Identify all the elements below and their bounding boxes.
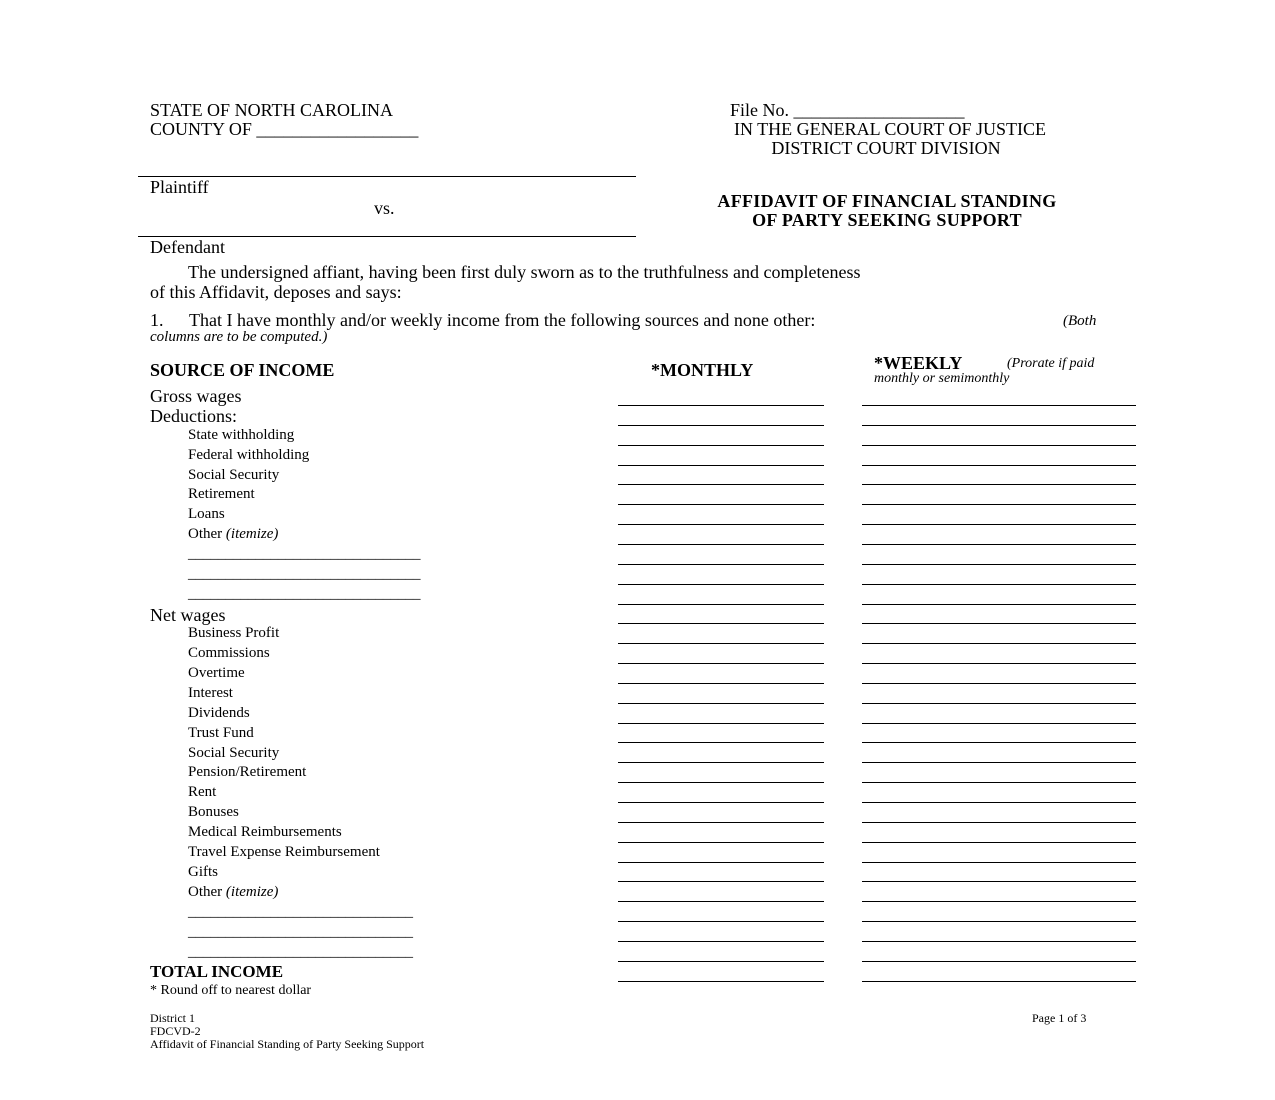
weekly-amount-line[interactable] [862, 901, 1136, 902]
other-income-label [188, 883, 278, 901]
other-deduction-label [188, 525, 278, 543]
monthly-amount-line[interactable] [618, 822, 824, 823]
weekly-amount-line[interactable] [862, 782, 1136, 783]
other-deduction-text: Other [188, 526, 223, 542]
dividends-label: Dividends [188, 705, 250, 721]
monthly-amount-line[interactable] [618, 961, 824, 962]
state-name: STATE OF NORTH CAROLINA [150, 100, 393, 120]
interest-label: Interest [188, 685, 233, 701]
weekly-amount-line[interactable] [862, 921, 1136, 922]
item1-note-a: (Both [1063, 313, 1097, 329]
weekly-amount-line[interactable] [862, 881, 1136, 882]
monthly-amount-line[interactable] [618, 425, 824, 426]
weekly-amount-line[interactable] [862, 564, 1136, 565]
monthly-amount-line[interactable] [618, 921, 824, 922]
monthly-amount-line[interactable] [618, 524, 824, 525]
gross-wages-label: Gross wages [150, 386, 242, 406]
monthly-amount-line[interactable] [618, 782, 824, 783]
monthly-amount-line[interactable] [618, 703, 824, 704]
monthly-amount-line[interactable] [618, 643, 824, 644]
monthly-amount-line[interactable] [618, 981, 824, 982]
source-of-income-header: SOURCE OF INCOME [150, 360, 335, 380]
weekly-amount-line[interactable] [862, 663, 1136, 664]
weekly-amount-line[interactable] [862, 703, 1136, 704]
weekly-note-a: (Prorate if paid [1007, 356, 1095, 371]
weekly-amount-line[interactable] [862, 504, 1136, 505]
footer-form-title: Affidavit of Financial Standing of Party Seeking Support [150, 1037, 425, 1051]
medical-reimbursements-label: Medical Reimbursements [188, 824, 342, 840]
monthly-amount-line[interactable] [618, 901, 824, 902]
deduction-itemize-blank-1[interactable]: _______________________________ [188, 546, 421, 562]
monthly-amount-line[interactable] [618, 405, 824, 406]
footer-page-number: Page 1 of 3 [1032, 1011, 1087, 1025]
court-name: IN THE GENERAL COURT OF JUSTICE [733, 119, 1047, 139]
weekly-amount-line[interactable] [862, 465, 1136, 466]
retirement-label: Retirement [188, 486, 255, 502]
gifts-label: Gifts [188, 864, 218, 880]
monthly-amount-line[interactable] [618, 623, 824, 624]
court-division: DISTRICT COURT DIVISION [771, 138, 1001, 158]
bonuses-label: Bonuses [188, 804, 239, 820]
weekly-amount-line[interactable] [862, 862, 1136, 863]
weekly-amount-line[interactable] [862, 941, 1136, 942]
commissions-label: Commissions [188, 645, 270, 661]
monthly-amount-line[interactable] [618, 842, 824, 843]
monthly-amount-line[interactable] [618, 445, 824, 446]
state-withholding-label: State withholding [188, 427, 295, 443]
defendant-label: Defendant [150, 237, 225, 257]
deductions-label: Deductions: [150, 406, 237, 426]
item1-text: That I have monthly and/or weekly income from the following sources and none other: [189, 310, 816, 330]
other-deduction-itemize: (itemize) [225, 526, 279, 542]
other-income-itemize: (itemize) [225, 884, 279, 900]
weekly-amount-line[interactable] [862, 683, 1136, 684]
versus-label: vs. [374, 198, 395, 218]
net-wages-label: Net wages [150, 605, 226, 625]
footer-form-code: FDCVD-2 [150, 1024, 201, 1038]
plaintiff-line [138, 176, 636, 177]
rent-label: Rent [188, 784, 217, 800]
item1-number: 1. [150, 310, 164, 330]
round-off-note: * Round off to nearest dollar [150, 983, 312, 998]
monthly-amount-line[interactable] [618, 584, 824, 585]
monthly-amount-line[interactable] [618, 742, 824, 743]
monthly-amount-line[interactable] [618, 862, 824, 863]
pension-label: Pension/Retirement [188, 764, 307, 780]
monthly-amount-line[interactable] [618, 762, 824, 763]
travel-reimbursement-label: Travel Expense Reimbursement [188, 844, 380, 860]
monthly-amount-line[interactable] [618, 465, 824, 466]
intro-line1: The undersigned affiant, having been first duly sworn as to the truthfulness and completeness [188, 262, 861, 282]
deduction-itemize-blank-2[interactable]: _______________________________ [188, 566, 421, 582]
social-security-deduction-label: Social Security [188, 467, 280, 483]
weekly-amount-line[interactable] [862, 822, 1136, 823]
monthly-amount-line[interactable] [618, 683, 824, 684]
weekly-amount-line[interactable] [862, 643, 1136, 644]
document-title-line2: OF PARTY SEEKING SUPPORT [752, 210, 1022, 230]
loans-label: Loans [188, 506, 225, 522]
weekly-amount-line[interactable] [862, 425, 1136, 426]
weekly-amount-line[interactable] [862, 961, 1136, 962]
trust-fund-label: Trust Fund [188, 725, 254, 741]
federal-withholding-label: Federal withholding [188, 447, 310, 463]
monthly-amount-line[interactable] [618, 604, 824, 605]
document-title-line1: AFFIDAVIT OF FINANCIAL STANDING [717, 191, 1057, 211]
weekly-amount-line[interactable] [862, 842, 1136, 843]
weekly-amount-line[interactable] [862, 742, 1136, 743]
weekly-amount-line[interactable] [862, 623, 1136, 624]
monthly-amount-line[interactable] [618, 723, 824, 724]
monthly-amount-line[interactable] [618, 484, 824, 485]
item1-note-b: columns are to be computed.) [150, 329, 328, 345]
social-security-income-label: Social Security [188, 745, 280, 761]
income-itemize-blank-1[interactable]: ______________________________ [188, 904, 413, 920]
intro-line2: of this Affidavit, deposes and says: [150, 282, 402, 302]
weekly-amount-line[interactable] [862, 762, 1136, 763]
weekly-amount-line[interactable] [862, 604, 1136, 605]
monthly-amount-line[interactable] [618, 504, 824, 505]
deduction-itemize-blank-3[interactable]: _______________________________ [188, 586, 421, 602]
monthly-amount-line[interactable] [618, 544, 824, 545]
monthly-amount-line[interactable] [618, 663, 824, 664]
total-income-label: TOTAL INCOME [150, 962, 284, 981]
weekly-amount-line[interactable] [862, 524, 1136, 525]
footer-district: District 1 [150, 1011, 195, 1025]
monthly-amount-line[interactable] [618, 941, 824, 942]
weekly-amount-line[interactable] [862, 584, 1136, 585]
weekly-amount-line[interactable] [862, 445, 1136, 446]
plaintiff-label: Plaintiff [150, 177, 209, 197]
business-profit-label: Business Profit [188, 625, 280, 641]
income-itemize-blank-2[interactable]: ______________________________ [188, 924, 413, 940]
overtime-label: Overtime [188, 665, 245, 681]
county-field: COUNTY OF __________________ [150, 119, 419, 139]
monthly-header: *MONTHLY [651, 360, 754, 380]
weekly-amount-line[interactable] [862, 405, 1136, 406]
monthly-amount-line[interactable] [618, 564, 824, 565]
weekly-amount-line[interactable] [862, 484, 1136, 485]
weekly-amount-line[interactable] [862, 544, 1136, 545]
weekly-header: *WEEKLY [874, 353, 963, 373]
weekly-amount-line[interactable] [862, 802, 1136, 803]
file-number-field: File No. ___________________ [730, 100, 965, 120]
monthly-amount-line[interactable] [618, 881, 824, 882]
other-income-text: Other [188, 884, 223, 900]
monthly-amount-line[interactable] [618, 802, 824, 803]
income-itemize-blank-3[interactable]: ______________________________ [188, 944, 413, 960]
weekly-note-b: monthly or semimonthly [874, 371, 1010, 386]
weekly-amount-line[interactable] [862, 981, 1136, 982]
weekly-amount-line[interactable] [862, 723, 1136, 724]
